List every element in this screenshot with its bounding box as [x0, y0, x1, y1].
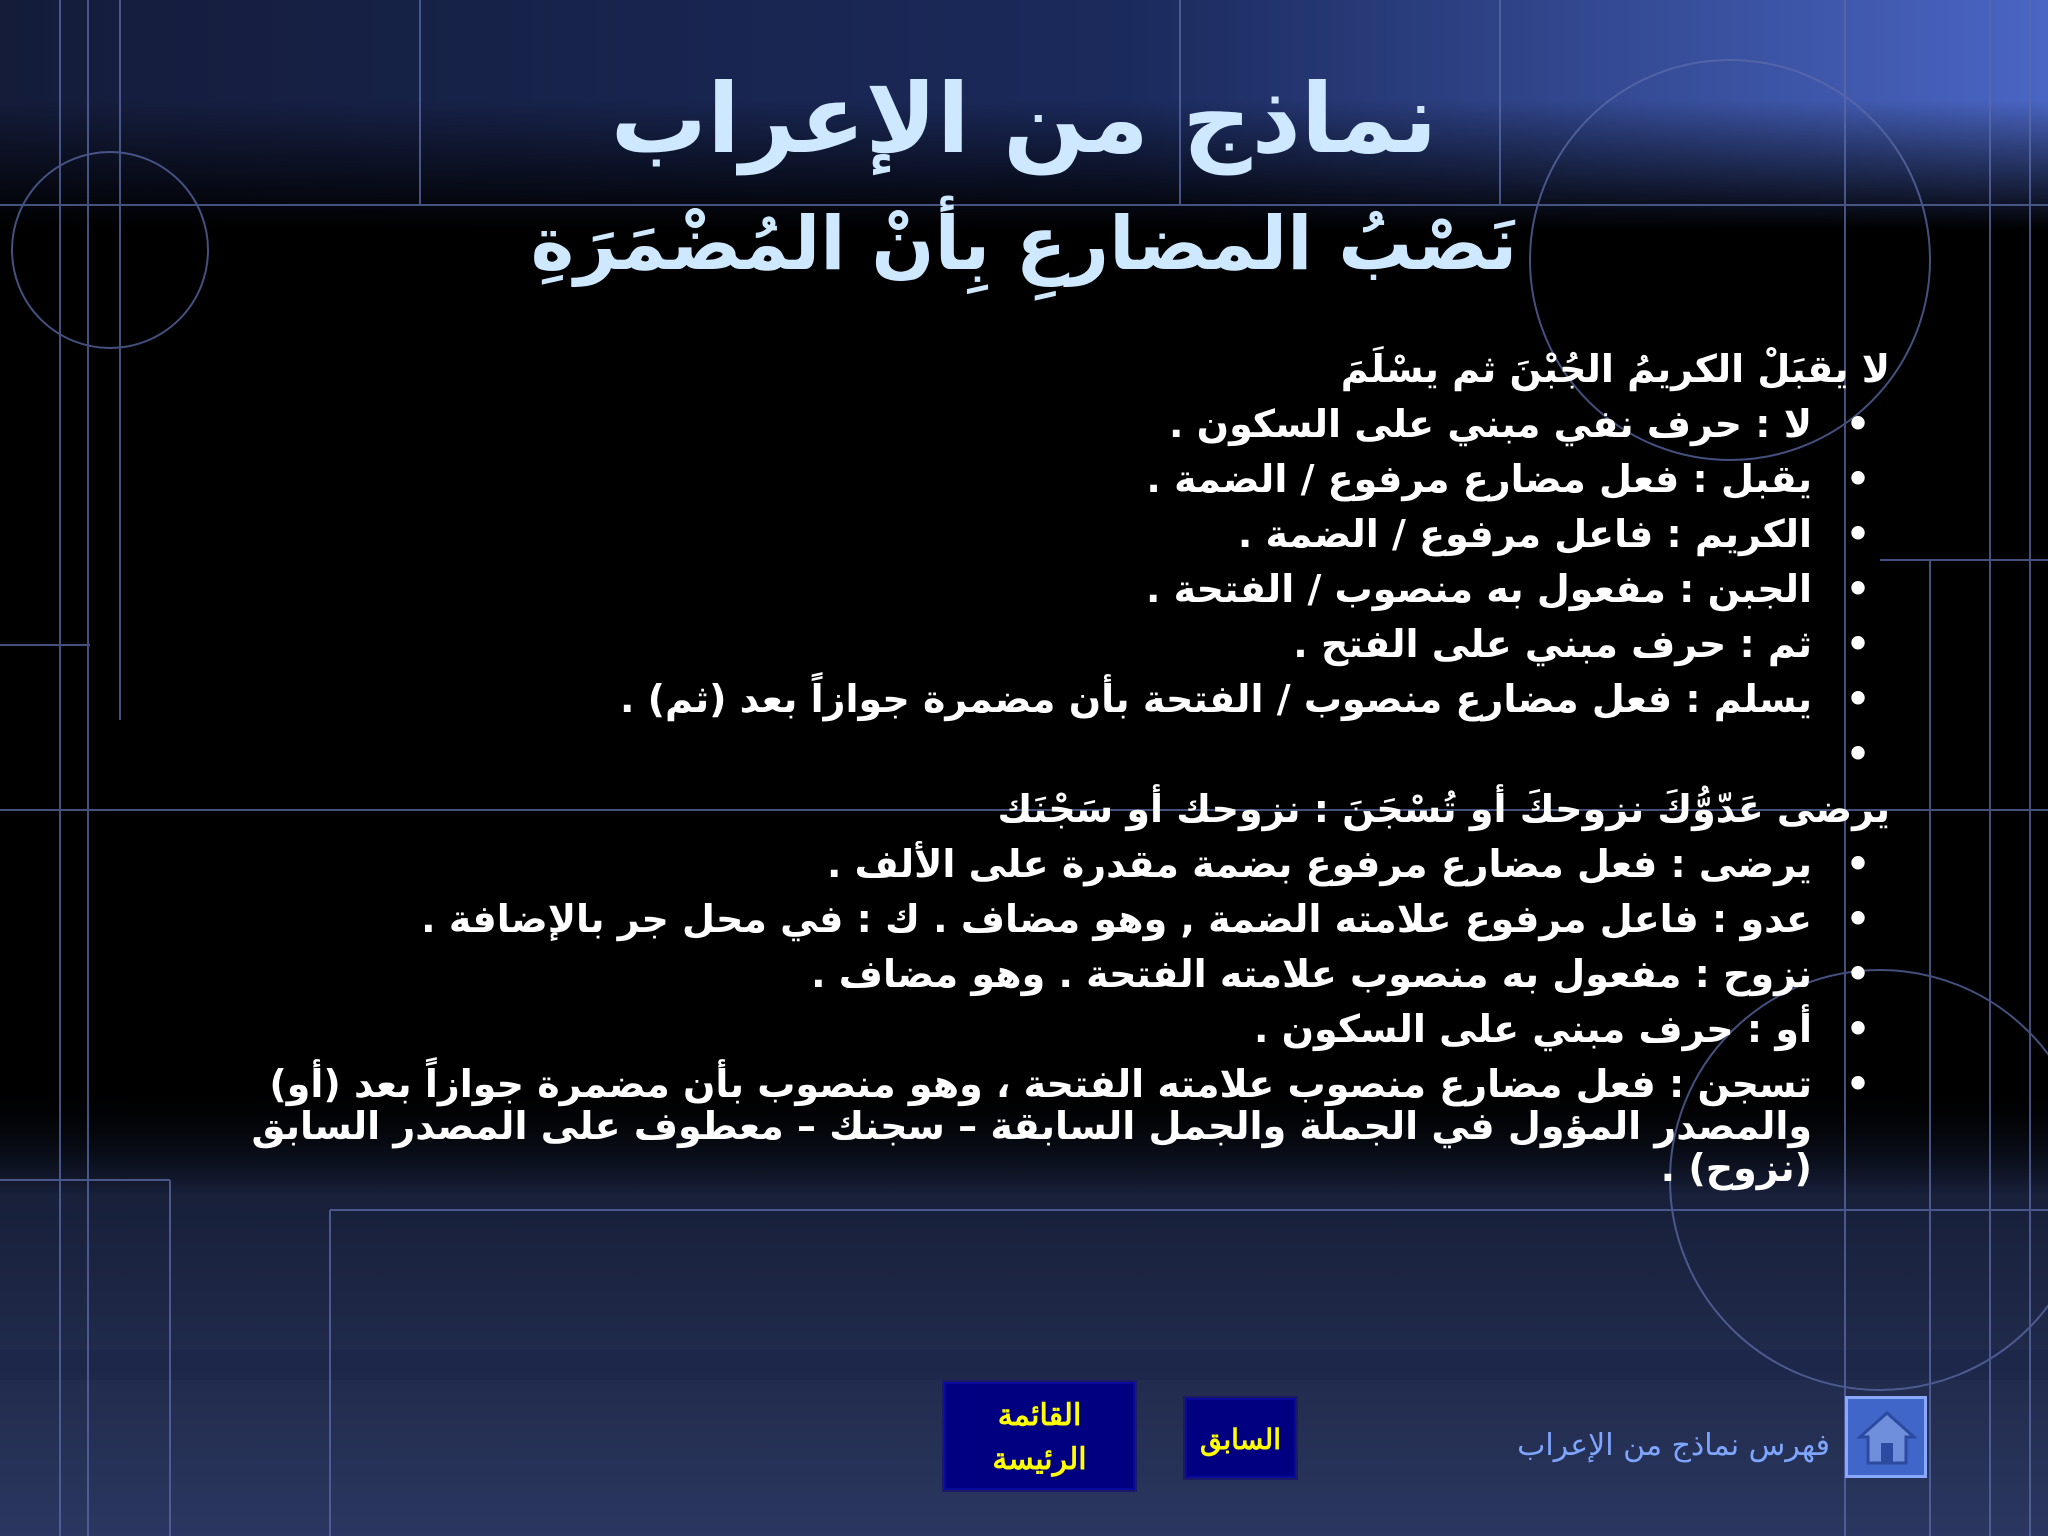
bullet-icon: •: [1845, 622, 1871, 666]
bullet-icon: •: [1845, 842, 1871, 886]
bullet-icon: •: [1845, 1007, 1871, 1051]
bullet-icon: •: [1845, 952, 1871, 996]
bullet-icon: •: [1845, 677, 1871, 721]
example-1-list: [170, 397, 1890, 782]
slide-subtitle: نَصْبُ المضارعِ بِأنْ المُضْمَرَةِ: [530, 201, 1518, 287]
list-item: • الكريم : فاعل مرفوع / الضمة .: [170, 507, 1890, 562]
list-item: • يسلم : فعل مضارع منصوب / الفتحة بأن مضمرة جوازاً بعد (ثم) .: [170, 672, 1890, 727]
example-2-list: [170, 837, 1890, 1189]
bullet-icon: •: [1845, 1062, 1871, 1106]
list-item: • يرضى : فعل مضارع مرفوع بضمة مقدرة على الألف .: [170, 837, 1890, 892]
bullet-icon: •: [1845, 457, 1871, 501]
list-item: • ثم : حرف مبني على الفتح .: [170, 617, 1890, 672]
example-2-sentence: يرضى عَدّوُّكَ نزوحكَ أو تُسْجَنَ : نزوحك أو سَجْنَك: [997, 787, 1890, 831]
list-item: • عدو : فاعل مرفوع علامته الضمة , وهو مضاف . ك : في محل جر بالإضافة .: [170, 892, 1890, 947]
list-item: • أو : حرف مبني على السكون .: [170, 1002, 1890, 1057]
home-icon: [1852, 1403, 1922, 1473]
list-item: [170, 727, 1890, 782]
main-menu-label-line2: الرئيسة: [992, 1442, 1087, 1477]
previous-button[interactable]: السابق: [1183, 1396, 1298, 1480]
list-item: • لا : حرف نفي مبني على السكون .: [170, 397, 1890, 452]
bullet-icon: •: [1845, 567, 1871, 611]
slide-content: [170, 342, 1890, 1189]
home-button[interactable]: [1845, 1396, 1927, 1478]
list-item: • نزوح : مفعول به منصوب علامته الفتحة . وهو مضاف .: [170, 947, 1890, 1002]
bullet-icon: •: [1845, 512, 1871, 556]
bullet-icon: •: [1845, 732, 1871, 776]
list-item: • الجبن : مفعول به منصوب / الفتحة .: [170, 562, 1890, 617]
main-menu-button[interactable]: [942, 1380, 1137, 1492]
main-menu-label-line1: القائمة: [997, 1398, 1082, 1433]
bullet-icon: •: [1845, 897, 1871, 941]
example-1-sentence: لا يقبَلْ الكريمُ الجُبْنَ ثم يسْلَمَ: [1340, 347, 1890, 391]
bullet-icon: •: [1845, 402, 1871, 446]
index-link[interactable]: فهرس نماذج من الإعراب: [1517, 1428, 1830, 1463]
slide-title: نماذج من الإعراب: [610, 63, 1438, 175]
list-item: • تسجن : فعل مضارع منصوب علامته الفتحة ، وهو منصوب بأن مضمرة جوازاً بعد (أو) والمصدر المؤول في الجملة والجمل السابقة – سجنك – معطوف على المصدر السابق (نزوح) .: [170, 1057, 1890, 1189]
list-item: • يقبل : فعل مضارع مرفوع / الضمة .: [170, 452, 1890, 507]
